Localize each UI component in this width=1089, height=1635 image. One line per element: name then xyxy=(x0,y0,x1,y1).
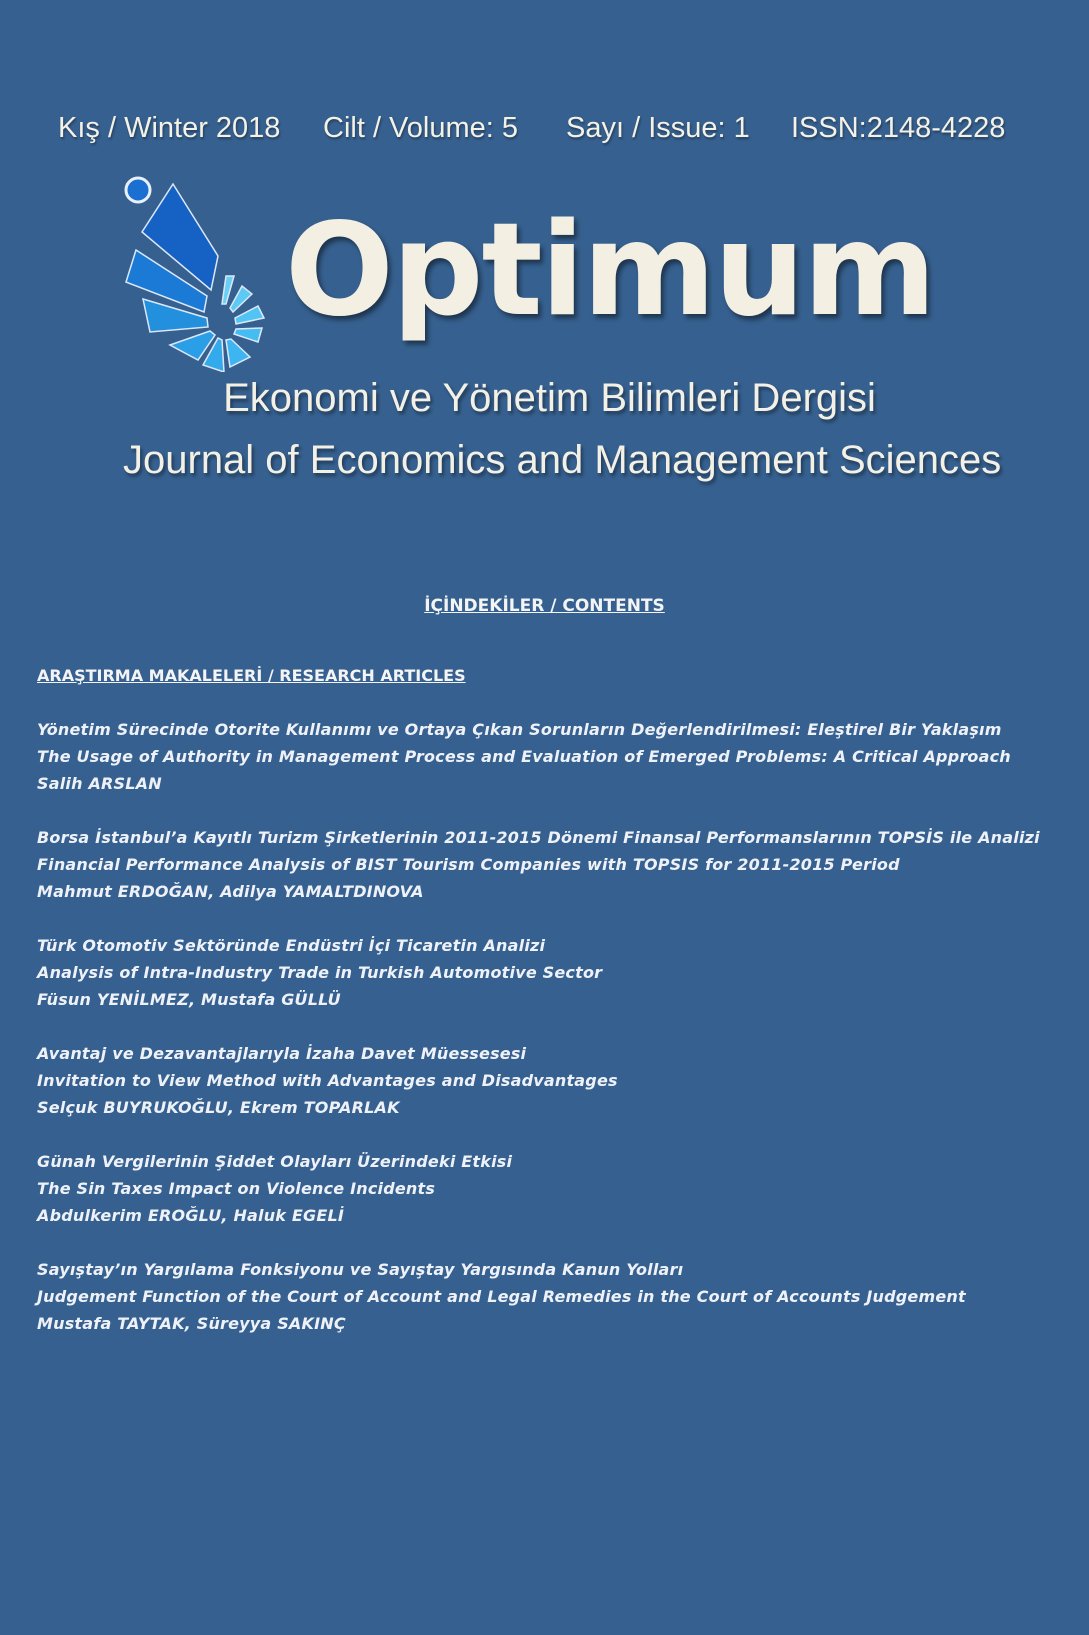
article-entry xyxy=(37,716,1057,824)
journal-subtitle-english: Journal of Economics and Management Sciences xyxy=(123,438,1002,482)
issue-season: Kış / Winter 2018 xyxy=(58,112,281,144)
article-title-turkish: Borsa İstanbul’a Kayıtlı Turizm Şirketlerinin 2011-2015 Dönemi Finansal Performanslarının TOPSİS ile Analizi xyxy=(37,828,1040,847)
article-title-english: Financial Performance Analysis of BIST Tourism Companies with TOPSIS for 2011-2015 Period xyxy=(37,855,900,874)
issue-info-bar xyxy=(58,112,1043,156)
article-entry xyxy=(37,932,1057,1040)
article-title-english: Judgement Function of the Court of Account and Legal Remedies in the Court of Accounts Judgement xyxy=(37,1287,966,1306)
journal-subtitle-turkish: Ekonomi ve Yönetim Bilimleri Dergisi xyxy=(223,376,876,420)
article-authors: Selçuk BUYRUKOĞLU, Ekrem TOPARLAK xyxy=(37,1098,400,1117)
article-authors: Abdulkerim EROĞLU, Haluk EGELİ xyxy=(37,1206,345,1225)
article-title-turkish: Avantaj ve Dezavantajlarıyla İzaha Davet Müessesesi xyxy=(37,1044,527,1063)
research-articles-heading: ARAŞTIRMA MAKALELERİ / RESEARCH ARTICLES xyxy=(37,666,466,685)
contents-heading: İÇİNDEKİLER / CONTENTS xyxy=(424,596,665,616)
article-list xyxy=(37,716,1057,1364)
article-title-english: The Sin Taxes Impact on Violence Incidents xyxy=(37,1179,436,1198)
article-authors: Mahmut ERDOĞAN, Adilya YAMALTDINOVA xyxy=(37,882,424,901)
optimum-logo-icon xyxy=(118,172,283,372)
article-title-turkish: Günah Vergilerinin Şiddet Olayları Üzerindeki Etkisi xyxy=(37,1152,513,1171)
article-title-turkish: Türk Otomotiv Sektöründe Endüstri İçi Ticaretin Analizi xyxy=(37,936,546,955)
article-entry xyxy=(37,824,1057,932)
article-title-turkish: Yönetim Sürecinde Otorite Kullanımı ve Ortaya Çıkan Sorunların Değerlendirilmesi: Eleştirel Bir Yaklaşım xyxy=(37,720,1002,739)
issue-volume: Cilt / Volume: 5 xyxy=(323,112,519,144)
article-entry xyxy=(37,1040,1057,1148)
issue-number: Sayı / Issue: 1 xyxy=(566,112,750,144)
article-authors: Mustafa TAYTAK, Süreyya SAKINÇ xyxy=(37,1314,346,1333)
article-authors: Füsun YENİLMEZ, Mustafa GÜLLÜ xyxy=(37,990,341,1009)
article-entry xyxy=(37,1256,1057,1364)
article-entry xyxy=(37,1148,1057,1256)
article-title-english: Analysis of Intra-Industry Trade in Turkish Automotive Sector xyxy=(37,963,603,982)
issue-issn: ISSN:2148-4228 xyxy=(791,112,1006,144)
journal-title: Optimum xyxy=(285,196,935,345)
article-title-turkish: Sayıştay’ın Yargılama Fonksiyonu ve Sayıştay Yargısında Kanun Yolları xyxy=(37,1260,684,1279)
article-title-english: The Usage of Authority in Management Process and Evaluation of Emerged Problems: A Critical Approach xyxy=(37,747,1011,766)
article-authors: Salih ARSLAN xyxy=(37,774,162,793)
article-title-english: Invitation to View Method with Advantages and Disadvantages xyxy=(37,1071,618,1090)
